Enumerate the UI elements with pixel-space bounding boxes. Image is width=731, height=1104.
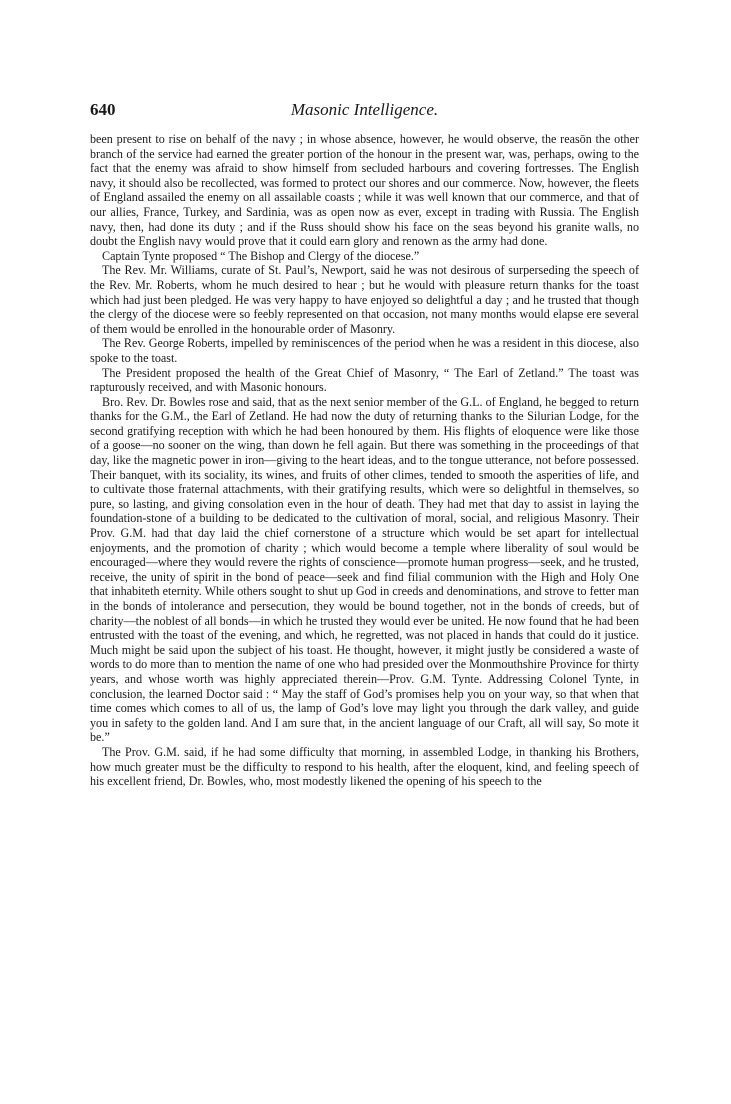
running-title: Masonic Intelligence. xyxy=(290,100,439,119)
paragraph: The Rev. George Roberts, impelled by reminiscences of the period when he was a resident in this diocese, also spoke to the toast. xyxy=(90,336,639,365)
paragraph: Bro. Rev. Dr. Bowles rose and said, that as the next senior member of the G.L. of England, he begged to return thanks for the G.M., the Earl of Zetland. He had now the duty of returning thanks to the Silurian Lodge, for the second gratifying reception with which he had been honoured by them. His flights of eloquence were like those of a goose—no sooner on the wing, than down he fell again. But there was something in the proceedings of that day, like the magnetic power in iron—giving to the heart ideas, and to the tongue utterance, not before possessed. Their banquet, with its sociality, its wines, and fruits of other climes, tended to smooth the asperities of life, and to cultivate those fraternal attachments, with their gratifying results, which were so delightful in themselves, so pure, so lasting, and giving consolation even in the hour of death. They had met that day to assist in laying the foundation-stone of a building to be dedicated to the cultivation of moral, social, and religious Masonry. Their Prov. G.M. had that day laid the chief cornerstone of a structure which would be set apart for intellectual enjoyments, and the promotion of charity ; which would become a temple where liberality of soul would be encouraged—where they would revere the rights of conscience—promote human progress—seek, and he trusted, receive, the unity of spirit in the bond of peace—seek and find filial communion with the High and Holy One that inhabiteth eternity. While others sought to shut up God in creeds and denominations, and strove to fetter man in the bonds of intolerance and persecution, they would be bound together, not in the bonds of creeds, but of charity—the noblest of all bonds—in which he trusted they would ever be united. He now found that he had been entrusted with the toast of the evening, and which, he regretted, was not placed in hands that could do it justice. Much might be said upon the subject of his toast. He thought, however, it might justly be considered a waste of words to do more than to mention the name of one who had presided over the Monmouthshire Province for thirty years, and whose worth was highly appreciated therein—Prov. G.M. Tynte. Addressing Colonel Tynte, in conclusion, the learned Doctor said : “ May the staff of God’s promises help you on your way, so that when that time comes which comes to all of us, the lamp of God’s love may light you through the dark valley, and guide you in safety to the golden land. And I am sure that, in the ancient language of our Craft, all will say, So mote it be.” xyxy=(90,394,639,745)
page-number: 640 xyxy=(90,100,116,119)
paragraph: Captain Tynte proposed “ The Bishop and Clergy of the diocese.” xyxy=(102,248,420,263)
paragraph: been present to rise on behalf of the navy ; in whose absence, however, he would observe, the reasōn the other branch of the service had earned the greater portion of the honour in the present war, was, perhaps, owing to the fact that the enemy was afraid to show himself from secluded harbours and covering fortresses. The English navy, it should also be recollected, was formed to protect our shores and our commerce. Now, however, the fleets of England assailed the enemy on all assailable coasts ; while it was well known that our commerce, and that of our allies, France, Turkey, and Sardinia, was as open now as ever, except in trading with Russia. The English navy, then, had done its duty ; and if the Russ should show his face on the seas beyond his granite walls, no doubt the English navy would prove that it could earn glory and renown as the army had done. xyxy=(90,132,639,249)
page xyxy=(90,100,639,789)
page-header xyxy=(90,100,639,126)
article-body xyxy=(90,132,639,789)
paragraph: The Prov. G.M. said, if he had some difficulty that morning, in assembled Lodge, in thanking his Brothers, how much greater must be the difficulty to respond to his health, after the eloquent, kind, and feeling speech of his excellent friend, Dr. Bowles, who, most modestly likened the opening of his speech to the xyxy=(90,744,639,789)
paragraph: The Rev. Mr. Williams, curate of St. Paul’s, Newport, said he was not desirous of surperseding the speech of the Rev. Mr. Roberts, whom he much desired to hear ; but he would with pleasure return thanks for the toast which had just been pledged. He was very happy to have enjoyed so delightful a day ; and he trusted that though the clergy of the diocese were so feebly represented on that occasion, not many months would elapse ere several of them would be enrolled in the honourable order of Masonry. xyxy=(90,263,639,336)
paragraph: The President proposed the health of the Great Chief of Masonry, “ The Earl of Zetland.” The toast was rapturously received, and with Masonic honours. xyxy=(90,365,639,395)
